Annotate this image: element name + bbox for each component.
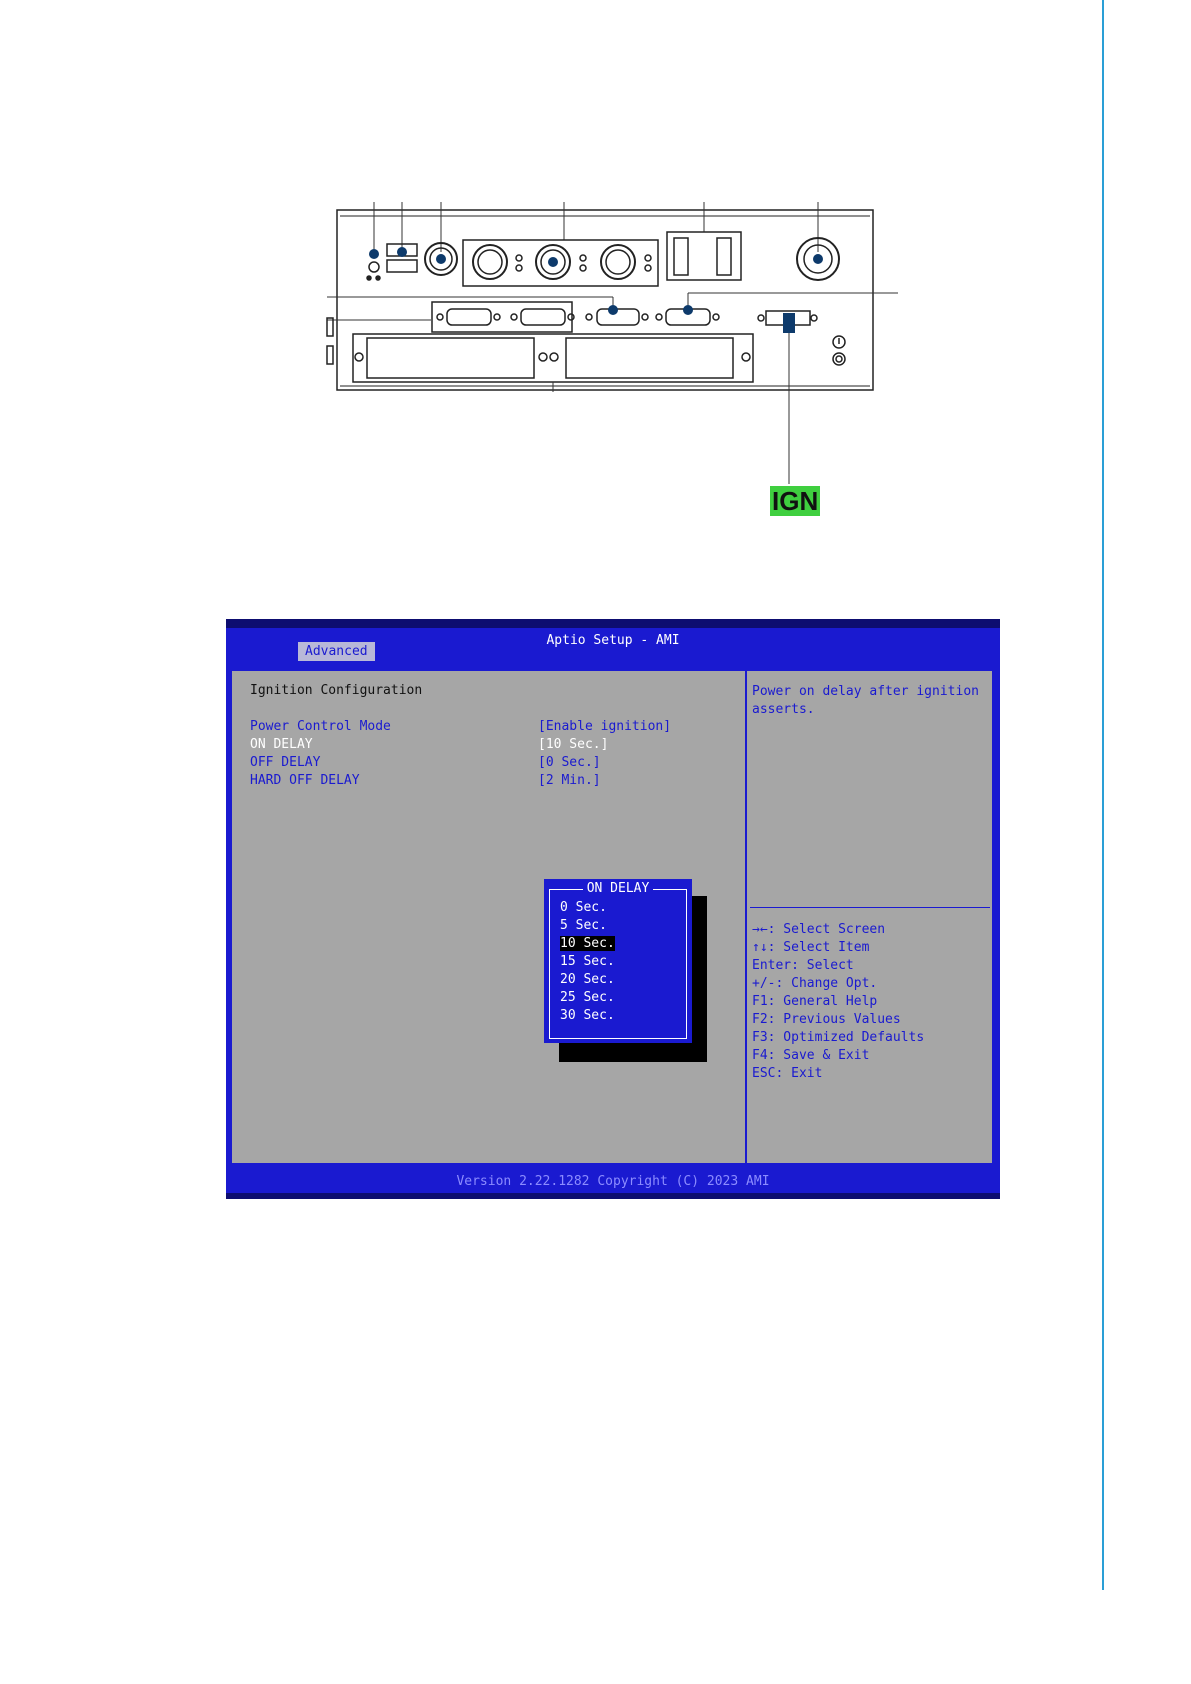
popup-option[interactable]: 5 Sec. [560, 918, 607, 933]
key-hint: F4: Save & Exit [752, 1048, 870, 1063]
popup-option[interactable]: 25 Sec. [560, 990, 615, 1005]
expansion-bay-group [353, 334, 753, 382]
key-hint: F1: General Help [752, 994, 878, 1009]
key-hint: →←: Select Screen [752, 922, 886, 937]
bios-title: Aptio Setup - AMI [546, 633, 680, 648]
key-hint: +/-: Change Opt. [752, 976, 878, 991]
key-hint: F2: Previous Values [752, 1012, 901, 1027]
setting-on-delay[interactable] [250, 737, 730, 755]
setting-hard-off-delay[interactable] [250, 773, 730, 791]
help-text: Power on delay after ignition asserts. [752, 684, 979, 717]
help-divider [750, 907, 990, 908]
popup-option-selected[interactable]: 10 Sec. [560, 936, 615, 951]
bios-body [230, 669, 994, 1165]
key-hint: Enter: Select [752, 958, 854, 973]
settings-pane [232, 671, 744, 1163]
setting-off-delay[interactable] [250, 755, 730, 773]
chassis-outline [337, 210, 873, 390]
setting-label: Power Control Mode [250, 719, 391, 734]
key-hint: F3: Optimized Defaults [752, 1030, 925, 1045]
usb-port-bottom [387, 260, 417, 272]
setting-value: [10 Sec.] [538, 737, 609, 752]
setting-value: [2 Min.] [538, 773, 601, 788]
bios-top-bar [226, 619, 1000, 628]
setting-value: [0 Sec.] [538, 755, 601, 770]
popup-title: ON DELAY [546, 881, 690, 896]
popup-option-list [560, 899, 615, 1025]
popup-option[interactable]: 30 Sec. [560, 1008, 615, 1023]
key-legend [752, 921, 924, 1083]
on-delay-popup [544, 879, 692, 1043]
setting-label: OFF DELAY [250, 755, 321, 770]
bios-bottom-bar [226, 1193, 1000, 1199]
setting-label: HARD OFF DELAY [250, 773, 360, 788]
ign-callout-label: IGN [772, 486, 819, 516]
key-hint: ESC: Exit [752, 1066, 823, 1081]
sim-slot-group [667, 232, 741, 280]
bios-screen [226, 619, 1000, 1199]
setting-power-control-mode[interactable] [250, 719, 730, 737]
com-port-group [432, 302, 572, 332]
bios-footer: Version 2.22.1282 Copyright (C) 2023 AMI [456, 1174, 770, 1189]
section-title: Ignition Configuration [250, 683, 423, 698]
help-pane [748, 671, 992, 1163]
popup-option[interactable]: 20 Sec. [560, 972, 615, 987]
setting-label: ON DELAY [250, 737, 313, 752]
key-hint: ↑↓: Select Item [752, 940, 870, 955]
popup-option[interactable]: 15 Sec. [560, 954, 615, 969]
led-indicator [369, 249, 379, 259]
setting-value: [Enable ignition] [538, 719, 672, 734]
pane-divider [745, 671, 747, 1163]
popup-option[interactable]: 0 Sec. [560, 900, 607, 915]
tab-advanced[interactable]: Advanced [298, 642, 375, 661]
rear-panel-drawing [0, 0, 1191, 560]
